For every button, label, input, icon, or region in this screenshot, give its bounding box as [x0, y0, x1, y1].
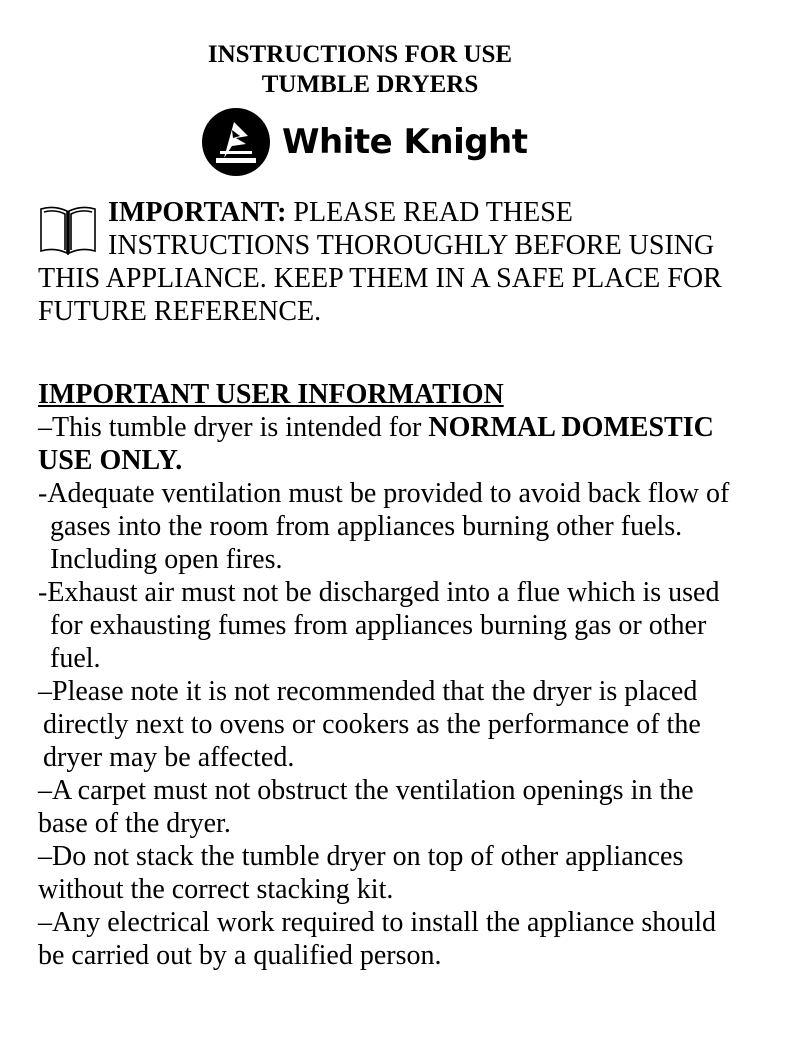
list-item	[38, 576, 778, 675]
list-item-text: –Please note it is not recommended that the dryer is placed	[38, 676, 698, 707]
list-item-text: –This tumble dryer is intended for	[38, 412, 429, 443]
list-item-text: without the correct stacking kit.	[38, 874, 394, 905]
notice-label: IMPORTANT:	[108, 197, 287, 228]
list-item	[38, 675, 778, 774]
list-item-text: gases into the room from appliances burning other fuels.	[50, 511, 683, 542]
list-item-text: Including open fires.	[50, 544, 283, 575]
list-item-text: for exhausting fumes from appliances burning gas or other	[50, 610, 707, 641]
list-item-text: –Do not stack the tumble dryer on top of other appliances	[38, 841, 684, 872]
knight-logo-icon	[202, 108, 270, 176]
notice-line2: INSTRUCTIONS THOROUGHLY BEFORE USING	[108, 230, 715, 261]
document-title-line1: INSTRUCTIONS FOR USE	[207, 41, 513, 68]
list-item	[38, 477, 778, 576]
list-item	[38, 906, 778, 972]
brand-logo	[202, 108, 528, 176]
list-item	[38, 411, 778, 477]
list-item-text: -Adequate ventilation must be provided to avoid back flow of	[38, 478, 730, 509]
brand-name: White Knight	[282, 122, 528, 162]
list-item-text: –Any electrical work required to install the appliance should	[38, 907, 717, 938]
list-item-text: dryer may be affected.	[43, 742, 295, 773]
list-item-text: –A carpet must not obstruct the ventilation openings in the	[38, 775, 694, 806]
document-title-line2: TUMBLE DRYERS	[261, 71, 479, 98]
important-notice	[38, 196, 778, 328]
section-heading: IMPORTANT USER INFORMATION	[38, 379, 504, 410]
list-item-emphasis: USE ONLY.	[38, 445, 183, 476]
list-item-text: directly next to ovens or cookers as the performance of the	[43, 709, 701, 740]
notice-line1: PLEASE READ THESE	[293, 197, 573, 228]
list-item	[38, 840, 778, 906]
list-item-text: fuel.	[50, 643, 101, 674]
list-item-text: -Exhaust air must not be discharged into a flue which is used	[38, 577, 720, 608]
list-item-text: be carried out by a qualified person.	[38, 940, 442, 971]
list-item-emphasis: NORMAL DOMESTIC	[428, 412, 714, 443]
information-list	[38, 411, 778, 972]
notice-line4: FUTURE REFERENCE.	[38, 296, 322, 327]
list-item	[38, 774, 778, 840]
list-item-text: base of the dryer.	[38, 808, 231, 839]
notice-line3: THIS APPLIANCE. KEEP THEM IN A SAFE PLACE FOR	[38, 263, 722, 294]
